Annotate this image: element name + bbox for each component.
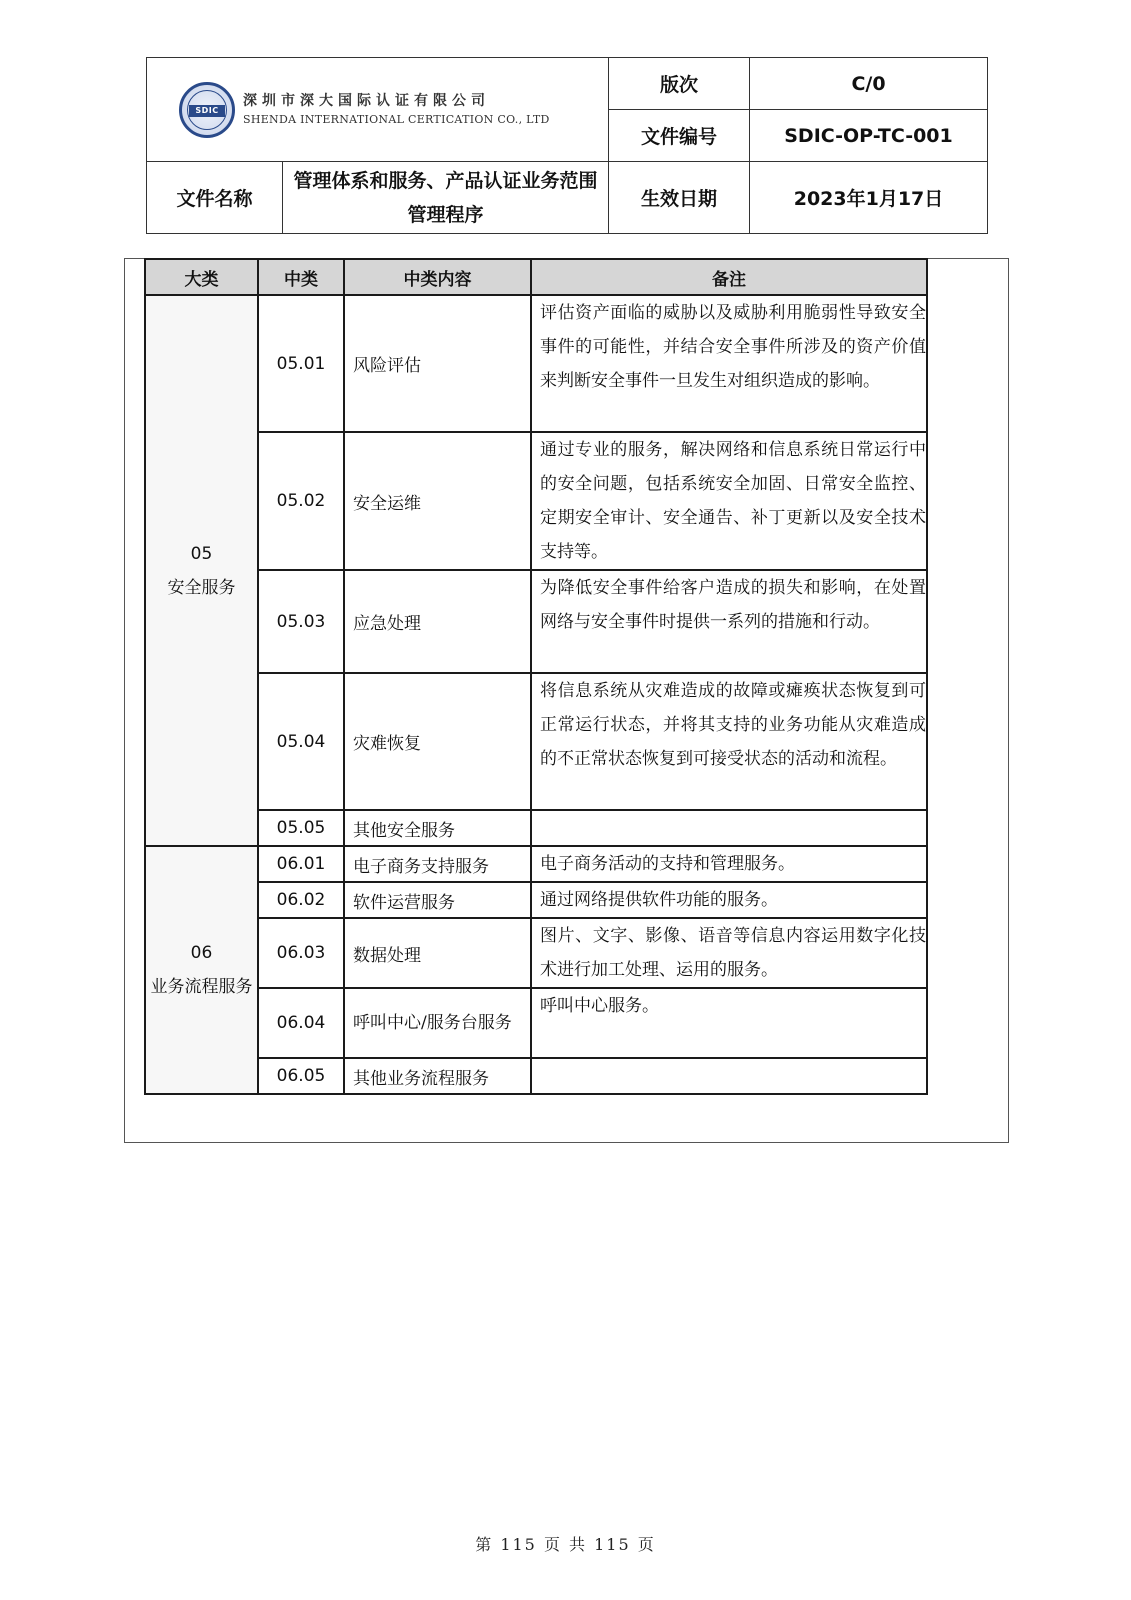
subcategory-note [531, 1058, 927, 1094]
column-header: 中类内容 [344, 259, 531, 295]
company-logo-icon: SDIC [179, 82, 235, 138]
subcategory-note: 评估资产面临的威胁以及威胁利用脆弱性导致安全事件的可能性，并结合安全事件所涉及的资产价值来判断安全事件一旦发生对组织造成的影响。 [531, 295, 927, 432]
table-row [145, 432, 927, 570]
page-number: 第 115 页 共 115 页 [475, 1535, 656, 1554]
category-cell [145, 295, 258, 846]
category-name: 安全服务 [167, 577, 236, 598]
subcategory-name: 其他业务流程服务 [344, 1058, 531, 1094]
subcategory-code: 05.01 [258, 295, 344, 432]
subcategory-note: 为降低安全事件给客户造成的损失和影响，在处置网络与安全事件时提供一系列的措施和行动。 [531, 570, 927, 673]
subcategory-code: 05.03 [258, 570, 344, 673]
subcategory-note: 将信息系统从灾难造成的故障或瘫痪状态恢复到可正常运行状态，并将其支持的业务功能从灾难造成的不正常状态恢复到可接受状态的活动和流程。 [531, 673, 927, 810]
column-header: 中类 [258, 259, 344, 295]
column-header: 大类 [145, 259, 258, 295]
subcategory-note: 图片、文字、影像、语音等信息内容运用数字化技术进行加工处理、运用的服务。 [531, 918, 927, 988]
document-header [146, 57, 988, 234]
subcategory-name: 灾难恢复 [344, 673, 531, 810]
table-row [145, 810, 927, 846]
company-logo-block [147, 58, 609, 162]
table-row [145, 846, 927, 882]
subcategory-name: 电子商务支持服务 [344, 846, 531, 882]
subcategory-name: 安全运维 [344, 432, 531, 570]
subcategory-note: 通过网络提供软件功能的服务。 [531, 882, 927, 918]
table-row [145, 1058, 927, 1094]
subcategory-name: 风险评估 [344, 295, 531, 432]
subcategory-note [531, 810, 927, 846]
category-code: 05 [190, 543, 213, 564]
table-row [145, 570, 927, 673]
version-label: 版次 [609, 58, 750, 110]
company-name-en: SHENDA INTERNATIONAL CERTICATION CO., LTD [243, 112, 550, 126]
subcategory-code: 06.02 [258, 882, 344, 918]
subcategory-code: 05.05 [258, 810, 344, 846]
docname-value: 管理体系和服务、产品认证业务范围管理程序 [283, 162, 609, 234]
effective-label: 生效日期 [609, 162, 750, 234]
category-cell [145, 846, 258, 1094]
subcategory-code: 06.04 [258, 988, 344, 1058]
subcategory-code: 05.02 [258, 432, 344, 570]
subcategory-name: 其他安全服务 [344, 810, 531, 846]
subcategory-code: 06.03 [258, 918, 344, 988]
subcategory-note: 电子商务活动的支持和管理服务。 [531, 846, 927, 882]
docno-value: SDIC-OP-TC-001 [750, 110, 988, 162]
subcategory-code: 06.01 [258, 846, 344, 882]
table-row [145, 988, 927, 1058]
category-name: 业务流程服务 [150, 977, 253, 997]
column-header: 备注 [531, 259, 927, 295]
table-row [145, 673, 927, 810]
category-code: 06 [190, 943, 213, 963]
company-name-cn: 深圳市深大国际认证有限公司 [243, 93, 490, 110]
version-value: C/0 [750, 58, 988, 110]
subcategory-note: 通过专业的服务，解决网络和信息系统日常运行中的安全问题，包括系统安全加固、日常安全监控、定期安全审计、安全通告、补丁更新以及安全技术支持等。 [531, 432, 927, 570]
subcategory-code: 06.05 [258, 1058, 344, 1094]
scope-table [144, 258, 928, 1095]
table-row [145, 295, 927, 432]
subcategory-name: 软件运营服务 [344, 882, 531, 918]
docname-label: 文件名称 [147, 162, 283, 234]
subcategory-code: 05.04 [258, 673, 344, 810]
effective-value: 2023年1月17日 [750, 162, 988, 234]
subcategory-name: 数据处理 [344, 918, 531, 988]
table-row [145, 918, 927, 988]
subcategory-name: 呼叫中心/服务台服务 [344, 988, 531, 1058]
subcategory-note: 呼叫中心服务。 [531, 988, 927, 1058]
subcategory-name: 应急处理 [344, 570, 531, 673]
docno-label: 文件编号 [609, 110, 750, 162]
table-row [145, 882, 927, 918]
